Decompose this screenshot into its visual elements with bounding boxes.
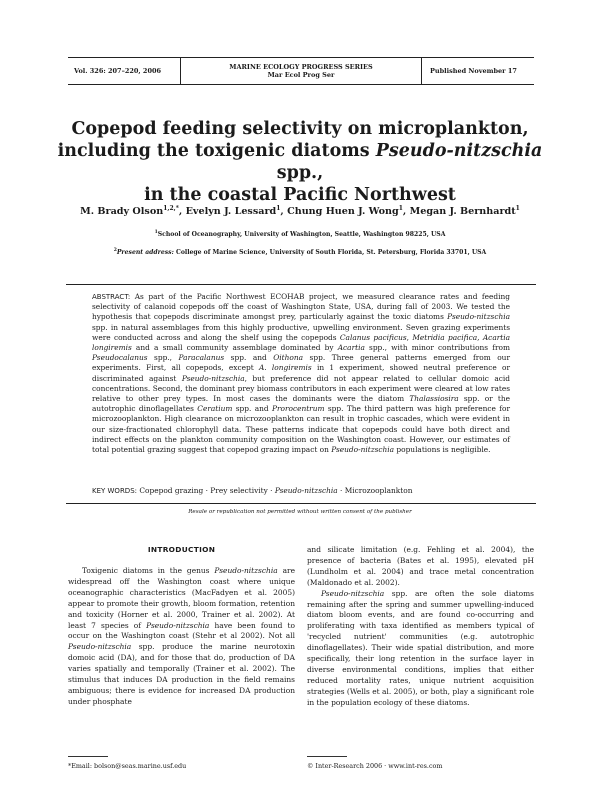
abstract	[92, 292, 510, 455]
title-line-3: in the coastal Pacific Northwest	[144, 185, 456, 205]
author-affiliation-marker: 1	[515, 205, 520, 212]
footnote-rule-left	[68, 756, 108, 757]
paper-title	[40, 118, 560, 206]
affiliation-2: $^2$Present address: College of Marine Science, University of South Florida, St. Petersburg, Florida 33701, USA	[113, 248, 487, 257]
abstract-label: ABSTRACT:	[92, 293, 131, 301]
keywords	[92, 486, 510, 495]
keywords-text: Copepod grazing · Prey selectivity · Pseudo-nitzschia · Microzooplankton	[139, 486, 413, 495]
column-right	[307, 545, 534, 709]
footnote-rule-right	[307, 756, 347, 757]
journal-name-block	[180, 58, 422, 84]
title-line-2: including the toxigenic diatoms Pseudo-nitzschia spp.,	[57, 141, 543, 183]
copyright-notice: © Inter-Research 2006 · www.int-res.com	[307, 762, 443, 770]
intro-paragraph-2: Pseudo-nitzschia spp. are often the sole diatoms remaining after the spring and summer upwelling-induced diatom bloom events, and are found co-occurring and proliferating with taxa identified as members typical of 'recycled nutrient' communities (e.g. autotrophic dinoflagellates). Their wide spatial distribution, and more specifically, their long retention in the surface layer in diverse environmental conditions, implies that either reduced mortality rates, unique nutrient acquisition strategies (Wells et al. 2005), or both, play a significant role in the population ecology of these diatoms.	[307, 588, 534, 707]
author-list: M. Brady Olson$^{1,2,*}$, Evelyn J. Lessard$^1$, Chung Huen J. Wong$^1$, Megan J. Bernhardt$^1$	[80, 205, 520, 218]
abstract-text: As part of the Pacific Northwest ECOHAB project, we measured clearance rates and feeding selectivity of calanoid copepods off the coast of Washington State, USA, during fall of 2003. We tested the hypothesis that copepods discriminate amongst prey, particularly against the toxic diatoms Pseudo-nitzschia spp. in natural assemblages from this highly productive, upwelling environment. Seven grazing experiments were conducted across and along the shelf using the copepods Calanus pacificus, Metridia pacifica, Acartia longiremis and a small community assemblage dominated by Acartia spp., with minor contributions from Pseudocalanus spp., Paracalanus spp. and Oithona spp. Three general patterns emerged from our experiments. First, all copepods, except A. longiremis in 1 experiment, showed neutral preference or discriminated against Pseudo-nitzschia, but preference did not appear related to cellular domoic acid concentrations. Second, the dominant prey biomass contributors in each experiment were cleared at low rates relative to other prey types. In most cases the dominants were the diatom Thalassiosira spp. or the autotrophic dinoflagellates Ceratium spp. and Prorocentrum spp. The third pattern was high preference for microzooplankton. High clearance on microzooplankton can result in trophic cascades, which were evident in our size-fractionated chlorophyll data. These patterns indicate that copepods could have both direct and indirect effects on the plankton community composition on the Washington coast. However, our estimates of total potential grazing suggest that copepod grazing impact on Pseudo-nitzschia populations is negligible.	[92, 292, 511, 455]
publication-date: Published November 17	[430, 67, 517, 75]
volume-info: Vol. 326: 207–220, 2006	[74, 67, 162, 75]
author-name: Megan J. Bernhardt	[409, 206, 516, 218]
author-name: M. Brady Olson	[80, 206, 164, 218]
affiliation-1: $^1$School of Oceanography, University of Washington, Seattle, Washington 98225, USA	[154, 230, 446, 239]
journal-name: MARINE ECOLOGY PROGRESS SERIES	[229, 63, 373, 71]
author-affiliation-marker: 1	[398, 205, 403, 212]
resale-notice: Resale or republication not permitted without written consent of the publisher	[188, 509, 412, 515]
column-left	[68, 545, 295, 708]
author-name: Evelyn J. Lessard	[185, 206, 277, 218]
author-affiliation-marker: 1	[276, 205, 281, 212]
journal-header	[68, 57, 534, 85]
intro-paragraph-1: Toxigenic diatoms in the genus Pseudo-nitzschia are widespread off the Washington coast where unique oceanographic characteristics (MacFadyen et al. 2005) appear to promote their growth, bloom formation, retention and toxicity (Horner et al. 2000, Trainer et al. 2002). At least 7 species of Pseudo-nitzschia have been found to occur on the Washington coast (Stehr et al 2002). Not all Pseudo-nitzschia spp. produce the marine neurotoxin domoic acid (DA), and for those that do, production of DA varies spatially and temporally (Trainer et al. 2002). The stimulus that induces DA production in the field remains ambiguous; there is evidence for increased DA production under phosphate	[68, 566, 295, 706]
author-affiliation-marker: 1,2,*	[163, 205, 179, 212]
intro-paragraph-continued: and silicate limitation (e.g. Fehling et al. 2004), the presence of bacteria (Bates et al. 1995), elevated pH (Lundholm et al. 2004) and trace metal concentration (Maldonado et al. 2002).	[307, 545, 534, 587]
title-line-1: Copepod feeding selectivity on microplankton,	[71, 119, 529, 139]
corresponding-email: *Email: bolson@seas.marine.usf.edu	[68, 762, 187, 770]
keywords-label: KEY WORDS:	[92, 487, 138, 495]
section-heading-introduction: INTRODUCTION	[147, 545, 216, 554]
journal-abbrev: Mar Ecol Prog Ser	[267, 71, 335, 79]
author-name: Chung Huen J. Wong	[287, 206, 399, 218]
